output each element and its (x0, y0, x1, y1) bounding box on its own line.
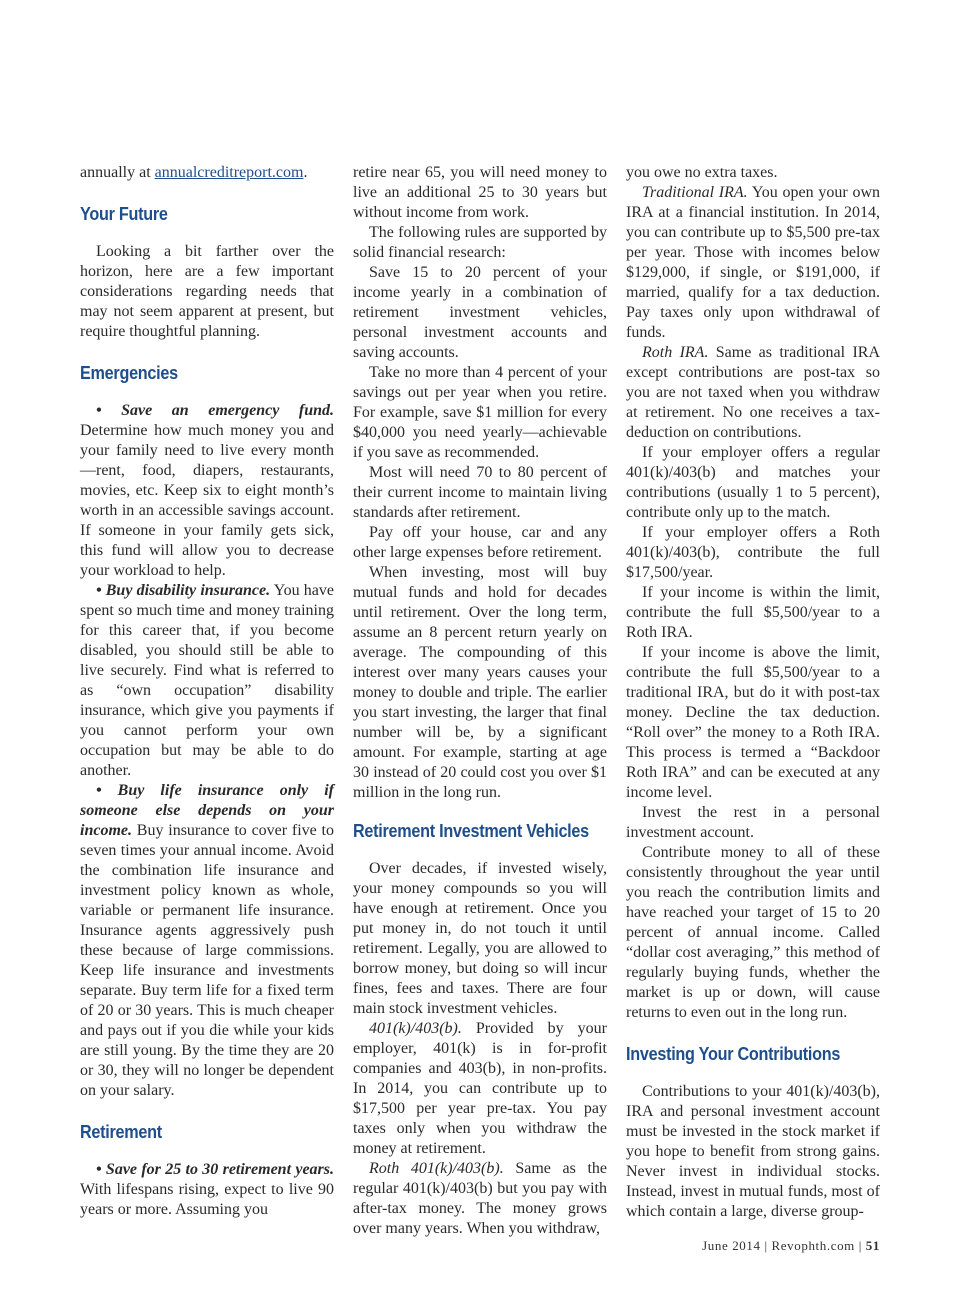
rules-paragraph: The following rules are supported by solid financial research: (353, 224, 607, 261)
401k-paragraph: 401(k)/403(b). Provided by your employer, 401(k) is in for-profit companies and 403(b), in non-profits. In 2014, you can contribute up to $17,500 per year pre-tax. You pay taxes only when you withdraw the money at retirement. (353, 1020, 607, 1157)
above-limit-paragraph: If your income is above the limit, contribute the full $5,500/year to a traditional IRA, but do it with post-tax money. Decline the tax deduction. “Roll over” the money to a Roth IRA. This process is termed a “Backdoor Roth IRA” and can be executed at any income level. (626, 644, 880, 801)
column-2 (353, 163, 607, 1239)
column-3 (626, 163, 880, 1222)
contributions-paragraph: Contributions to your 401(k)/403(b), IRA and personal investment account must be invested in the stock market if you hope to benefit from strong gains. Never invest in individual stocks. Instead, invest in mutual funds, most of which contain a large, diverse group- (626, 1083, 880, 1220)
decades-paragraph: Over decades, if invested wisely, your money compounds so you will have enough at retirement. Once you put money in, do not touch it until retirement. Legally, you are allowed to borrow money, but doing so will incur fines, fees and taxes. There are four main stock investment vehicles. (353, 860, 607, 1017)
heading-your-future: Your Future (80, 204, 168, 224)
heading-investing-your-contributions: Investing Your Contributions (626, 1044, 841, 1064)
invest-rest-paragraph: Invest the rest in a personal investment account. (626, 804, 880, 841)
life-insurance-bullet: • Buy life insurance only if someone else depends on your income. Buy insurance to cover five to seven times your annual income. Avoid the combination life insurance and investment policy known as whole, variable or permanent life insurance. Insurance agents aggressively push these because of large commissions. Keep life insurance and investments separate. Buy term life for a fixed term of 20 or 30 years. This is much cheaper and pays out if you die while your kids are still young. By the time they are 20 or 30, they will no longer be dependent on your salary. (80, 782, 334, 1099)
contribute-paragraph: Contribute money to all of these consistently throughout the year until you reach the contribution limits and have reached your target of 15 to 20 percent of annual income. Called “dollar cost averaging,” this method of regularly buying funds, whether the market is up or down, will cause returns to even out in the long run. (626, 844, 880, 1021)
page-footer: June 2014 | Revophth.com | 51 (702, 1238, 880, 1253)
roth-401k-paragraph: Roth 401(k)/403(b). Same as the regular 401(k)/403(b) but you pay with after-tax money. The money grows over many years. When you withdraw, (353, 1160, 607, 1237)
page-number: 51 (865, 1238, 880, 1253)
credit-paragraph: annually at annualcreditreport.com. (80, 164, 308, 181)
heading-retirement: Retirement (80, 1122, 162, 1142)
investing-paragraph: When investing, most will buy mutual funds and hold for decades until retirement. Over the long term, assume an 8 percent return yearly on average. The compounding of this interest over many years causes your money to double and triple. The earlier you start investing, the larger that final number will be, by a significant amount. For example, starting at age 30 instead of 20 could cost you over $1 million in the long run. (353, 564, 607, 801)
within-limit-paragraph: If your income is within the limit, contribute the full $5,500/year to a Roth IRA. (626, 584, 880, 641)
pay-off-paragraph: Pay off your house, car and any other large expenses before retirement. (353, 524, 607, 561)
site-name: Revophth.com (771, 1238, 855, 1253)
roth-ira-paragraph: Roth IRA. Same as traditional IRA except contributions are post-tax so you are not taxed when you withdraw at retirement. No one receives a tax-deduction on contributions. (626, 344, 880, 441)
save-15-paragraph: Save 15 to 20 percent of your income yearly in a combination of retirement investment vehicles, personal investment accounts and saving accounts. (353, 264, 607, 361)
retire-paragraph: retire near 65, you will need money to live an additional 25 to 30 years but without income from work. (353, 164, 607, 221)
disability-bullet: • Buy disability insurance. You have spent so much time and money training for this career that, if you become disabled, you should still be able to live securely. Find what is referred to as “own occupation” disability insurance, which give you payments if you cannot perform your own occupation but may be able to do another. (80, 582, 335, 779)
take-4-paragraph: Take no more than 4 percent of your savings out per year when you retire. For example, save $1 million for every $40,000 you need yearly—achievable if you save as recommended. (353, 364, 607, 461)
heading-emergencies: Emergencies (80, 363, 178, 383)
issue-date: June 2014 (702, 1238, 761, 1253)
most-need-paragraph: Most will need 70 to 80 percent of their current income to maintain living standards after retirement. (353, 464, 607, 521)
annualcreditreport-link[interactable]: annualcreditreport.com (154, 164, 304, 181)
emergency-fund-bullet: • Save an emergency fund. Determine how much money you and your family need to live every month—rent, food, diapers, restaurants, movies, etc. Keep six to eight month’s worth in an accessible savings account. If someone in your family gets sick, this fund will allow you to decrease your workload to help. (80, 402, 334, 579)
employer-match-paragraph: If your employer offers a regular 401(k)/403(b) and matches your contributions (usually 1 to 5 percent), contribute only up to the match. (626, 444, 880, 521)
traditional-ira-paragraph: Traditional IRA. You open your own IRA at a financial institution. In 2014, you can contribute up to $5,500 pre-tax per year. Those with incomes below $129,000, if single, or $191,000, if married, qualify for a tax deduction. Pay taxes only upon withdrawal of funds. (626, 184, 880, 341)
employer-roth-paragraph: If your employer offers a Roth 401(k)/403(b), contribute the full $17,500/year. (626, 524, 880, 581)
column-1 (80, 163, 334, 1220)
heading-retirement-investment-vehicles: Retirement Investment Vehicles (353, 821, 589, 841)
owe-paragraph: you owe no extra taxes. (626, 164, 778, 181)
future-paragraph: Looking a bit farther over the horizon, here are a few important considerations regarding needs that may not seem apparent at present, but require thoughtful planning. (80, 243, 334, 340)
retirement-years-bullet: • Save for 25 to 30 retirement years. With lifespans rising, expect to live 90 years or more. Assuming you (80, 1161, 334, 1218)
